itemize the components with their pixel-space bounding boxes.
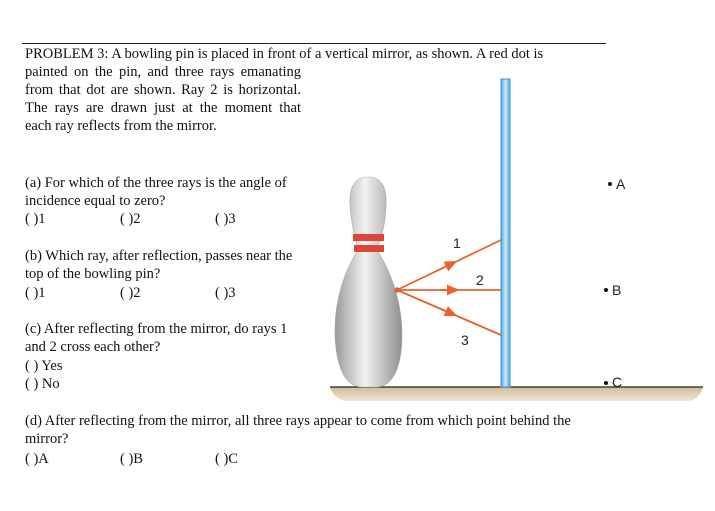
point-a-label: A xyxy=(616,176,626,192)
bowling-pin xyxy=(335,177,402,387)
option-d-c[interactable]: ( )C xyxy=(215,451,238,467)
problem-first-line: PROBLEM 3: A bowling pin is placed in front of a vertical mirror, as shown. A red dot is xyxy=(25,46,544,62)
point-c-label: C xyxy=(612,374,623,390)
red-dot xyxy=(394,287,400,293)
ray-label-1: 1 xyxy=(453,235,461,251)
question-b: (b) Which ray, after reflection, passes near the top of the bowling pin? xyxy=(25,248,293,282)
question-c: (c) After reflecting from the mirror, do rays 1 and 2 cross each other? xyxy=(25,321,288,355)
option-b-3[interactable]: ( )3 xyxy=(215,285,236,301)
ray-3-arrow xyxy=(440,309,454,315)
point-b-dot xyxy=(604,288,608,292)
point-a-dot xyxy=(608,182,612,186)
point-b-label: B xyxy=(612,282,622,298)
pin-stripe xyxy=(353,234,384,241)
option-c-no[interactable]: ( ) No xyxy=(25,376,60,392)
ray-1-arrow xyxy=(440,263,454,270)
option-a-2[interactable]: ( )2 xyxy=(120,211,141,227)
option-b-1[interactable]: ( )1 xyxy=(25,285,46,301)
option-b-2[interactable]: ( )2 xyxy=(120,285,141,301)
option-d-a[interactable]: ( )A xyxy=(25,451,49,467)
pin-stripe xyxy=(354,245,384,252)
mirror xyxy=(501,79,510,387)
problem-text: painted on the pin, and three rays emanating from that dot are shown. Ray 2 is horizontal. The rays are drawn just at the moment that each ray reflects from the mirror. xyxy=(25,64,301,134)
ray-label-2: 2 xyxy=(476,272,484,288)
floor xyxy=(330,387,703,401)
point-c-dot xyxy=(604,381,608,385)
ray-label-3: 3 xyxy=(461,332,469,348)
question-a: (a) For which of the three rays is the angle of incidence equal to zero? xyxy=(25,175,287,209)
option-c-yes[interactable]: ( ) Yes xyxy=(25,358,63,374)
option-a-1[interactable]: ( )1 xyxy=(25,211,46,227)
option-a-3[interactable]: ( )3 xyxy=(215,211,236,227)
option-d-b[interactable]: ( )B xyxy=(120,451,143,467)
question-d: (d) After reflecting from the mirror, all three rays appear to come from which point behind the mirror? xyxy=(25,413,571,447)
